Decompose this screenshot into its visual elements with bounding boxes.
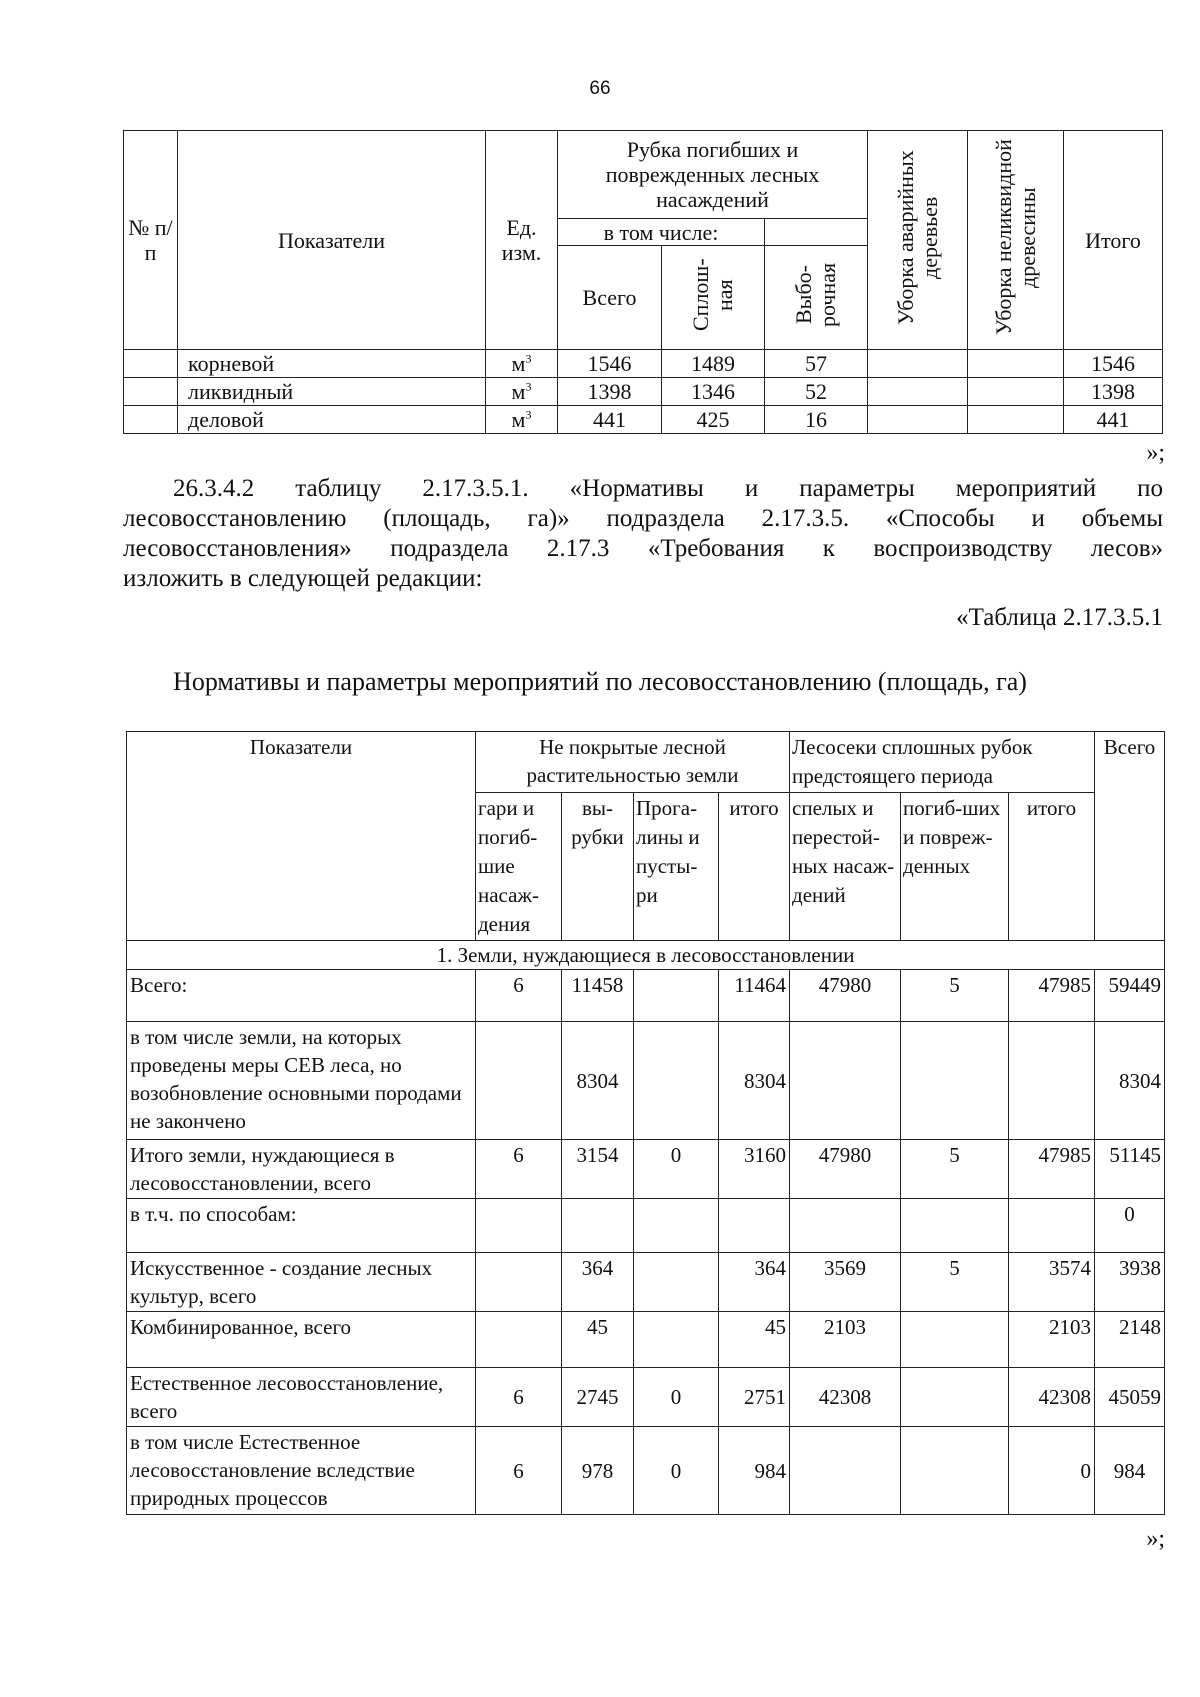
cell: 6	[476, 1427, 562, 1515]
table-row	[127, 1140, 1165, 1199]
table-row	[127, 1199, 1165, 1253]
header-burned: гари и погиб-шие насаж-дения	[476, 793, 562, 941]
row-label: в т.ч. по способам:	[127, 1199, 476, 1253]
unit-superscript: 3	[525, 379, 532, 394]
table-row	[124, 378, 1163, 406]
cell-clear: 425	[662, 406, 765, 434]
cell: 0	[1095, 1199, 1165, 1253]
paragraph-line: лесовосстановления» подраздела 2.17.3 «Требования к воспроизводству лесов»	[123, 535, 1163, 562]
quote-close-1: »;	[1146, 440, 1165, 466]
cell: 45	[719, 1312, 790, 1368]
cell	[719, 1199, 790, 1253]
cell-emergency	[868, 378, 968, 406]
header-subtotal-1: итого	[719, 793, 790, 941]
table-row	[127, 1253, 1165, 1312]
cell: 0	[634, 1140, 719, 1199]
cell: 47980	[790, 1140, 901, 1199]
cell-clear: 1346	[662, 378, 765, 406]
cell: 2751	[719, 1368, 790, 1427]
cell	[901, 1312, 1009, 1368]
cell: 6	[476, 1368, 562, 1427]
paragraph-line: лесовосстановлению (площадь, га)» подраздела 2.17.3.5. «Способы и объемы	[123, 505, 1163, 532]
cell	[634, 1022, 719, 1140]
amendment-paragraph	[123, 474, 1163, 594]
page-number: 66	[589, 78, 611, 99]
reforestation-table	[126, 731, 1165, 1515]
row-label: ликвидный	[178, 378, 486, 406]
header-itogo: Итого	[1064, 131, 1163, 350]
cell	[790, 1427, 901, 1515]
row-label: в том числе Естественное лесовосстановление вследствие природных процессов	[127, 1427, 476, 1515]
cell: 2103	[1009, 1312, 1095, 1368]
cell	[1009, 1022, 1095, 1140]
cell: 364	[562, 1253, 634, 1312]
unit-superscript: 3	[525, 351, 532, 366]
row-label: в том числе земли, на которых проведены меры СЕВ леса, но возобновление основными породами не закончено	[127, 1022, 476, 1140]
header-selective-cut: Выбо-рочная	[791, 262, 840, 328]
cell: 3160	[719, 1140, 790, 1199]
row-label: Комбинированное, всего	[127, 1312, 476, 1368]
cell: 984	[719, 1427, 790, 1515]
cell-selective: 52	[765, 378, 868, 406]
cell	[790, 1199, 901, 1253]
cell	[901, 1368, 1009, 1427]
header-mature: спелых и перестой-ных насаж-дений	[790, 793, 901, 941]
header-glades: Прога-лины и пусты-ри	[634, 793, 719, 941]
cell: 3938	[1095, 1253, 1165, 1312]
table-title: Нормативы и параметры мероприятий по лесовосстановлению (площадь, га)	[173, 667, 1027, 696]
cell: 6	[476, 1140, 562, 1199]
cell-itogo: 1546	[1064, 350, 1163, 378]
header-subtotal-2: итого	[1009, 793, 1095, 941]
header-total: Всего	[558, 246, 662, 350]
cell-selective: 16	[765, 406, 868, 434]
cell	[634, 1312, 719, 1368]
cell: 984	[1095, 1427, 1165, 1515]
cell: 5	[901, 1253, 1009, 1312]
row-label: Всего:	[127, 970, 476, 1022]
row-unit: м	[511, 379, 526, 404]
quote-close-2: »;	[1146, 1526, 1165, 1552]
header-num: № п/п	[124, 131, 178, 350]
cell	[562, 1199, 634, 1253]
table-row	[127, 1022, 1165, 1140]
cell: 5	[901, 1140, 1009, 1199]
header-unit: Ед. изм.	[486, 131, 558, 350]
cell	[790, 1022, 901, 1140]
row-label: корневой	[178, 350, 486, 378]
table-row	[124, 406, 1163, 434]
cell	[901, 1199, 1009, 1253]
header-not-forested: Не покрытые лесной растительностью земли	[476, 732, 790, 793]
cell: 8304	[719, 1022, 790, 1140]
cell: 6	[476, 970, 562, 1022]
header-including: в том числе:	[558, 219, 765, 246]
cell: 11458	[562, 970, 634, 1022]
cell	[634, 1253, 719, 1312]
header-clearings: вы-рубки	[562, 793, 634, 941]
cell	[634, 1199, 719, 1253]
row-unit: м	[511, 407, 526, 432]
cell: 11464	[719, 970, 790, 1022]
cell-illiquid	[968, 406, 1064, 434]
cell-total: 1546	[558, 350, 662, 378]
cell: 2148	[1095, 1312, 1165, 1368]
cell: 3569	[790, 1253, 901, 1312]
row-unit: м	[511, 351, 526, 376]
header-indicator: Показатели	[178, 131, 486, 350]
row-label: Итого земли, нуждающиеся в лесовосстановлении, всего	[127, 1140, 476, 1199]
cell: 45059	[1095, 1368, 1165, 1427]
cell	[901, 1427, 1009, 1515]
cell-clear: 1489	[662, 350, 765, 378]
header-total: Всего	[1095, 732, 1165, 941]
cell: 51145	[1095, 1140, 1165, 1199]
cell	[476, 1312, 562, 1368]
cell-itogo: 1398	[1064, 378, 1163, 406]
unit-superscript: 3	[525, 407, 532, 422]
cell	[1009, 1199, 1095, 1253]
cell: 0	[1009, 1427, 1095, 1515]
cell: 47985	[1009, 1140, 1095, 1199]
cell: 42308	[790, 1368, 901, 1427]
cell	[476, 1022, 562, 1140]
cell: 47980	[790, 970, 901, 1022]
cell-emergency	[868, 350, 968, 378]
cell: 978	[562, 1427, 634, 1515]
cell	[476, 1199, 562, 1253]
cell: 0	[634, 1427, 719, 1515]
cell: 2103	[790, 1312, 901, 1368]
cell-total: 1398	[558, 378, 662, 406]
header-illiquid-wood: Уборка неликвидной древесины	[990, 139, 1040, 336]
felling-volume-table	[123, 130, 1163, 434]
cell: 364	[719, 1253, 790, 1312]
header-clear-cut-areas: Лесосеки сплошных рубок предстоящего периода	[790, 732, 1095, 793]
row-label: Естественное лесовосстановление, всего	[127, 1368, 476, 1427]
cell: 47985	[1009, 970, 1095, 1022]
cell: 45	[562, 1312, 634, 1368]
cell-total: 441	[558, 406, 662, 434]
header-felling-group: Рубка погибших и поврежденных лесных насаждений	[558, 131, 868, 219]
cell: 8304	[1095, 1022, 1165, 1140]
table-row	[124, 350, 1163, 378]
header-emergency-trees: Уборка аварийных деревьев	[892, 150, 942, 325]
cell: 42308	[1009, 1368, 1095, 1427]
table-row	[127, 1312, 1165, 1368]
cell: 3574	[1009, 1253, 1095, 1312]
cell: 3154	[562, 1140, 634, 1199]
cell: 0	[634, 1368, 719, 1427]
table-row	[127, 1368, 1165, 1427]
cell-itogo: 441	[1064, 406, 1163, 434]
paragraph-line: изложить в следующей редакции:	[123, 565, 483, 592]
cell	[476, 1253, 562, 1312]
cell: 2745	[562, 1368, 634, 1427]
cell-emergency	[868, 406, 968, 434]
header-indicator: Показатели	[127, 732, 476, 941]
table-row	[127, 1427, 1165, 1515]
row-label: Искусственное - создание лесных культур, всего	[127, 1253, 476, 1312]
table-reference: «Таблица 2.17.3.5.1	[956, 604, 1163, 631]
cell: 8304	[562, 1022, 634, 1140]
table-row	[127, 970, 1165, 1022]
section-title: 1. Земли, нуждающиеся в лесовосстановлении	[127, 941, 1165, 970]
cell: 59449	[1095, 970, 1165, 1022]
cell: 5	[901, 970, 1009, 1022]
header-damaged: погиб-ших и повреж-денных	[901, 793, 1009, 941]
header-clear-cut: Сплош-ная	[688, 258, 737, 332]
cell-illiquid	[968, 378, 1064, 406]
cell-selective: 57	[765, 350, 868, 378]
cell-illiquid	[968, 350, 1064, 378]
paragraph-line: 26.3.4.2 таблицу 2.17.3.5.1. «Нормативы и параметры мероприятий по	[173, 475, 1163, 502]
row-label: деловой	[178, 406, 486, 434]
cell	[634, 970, 719, 1022]
cell	[901, 1022, 1009, 1140]
